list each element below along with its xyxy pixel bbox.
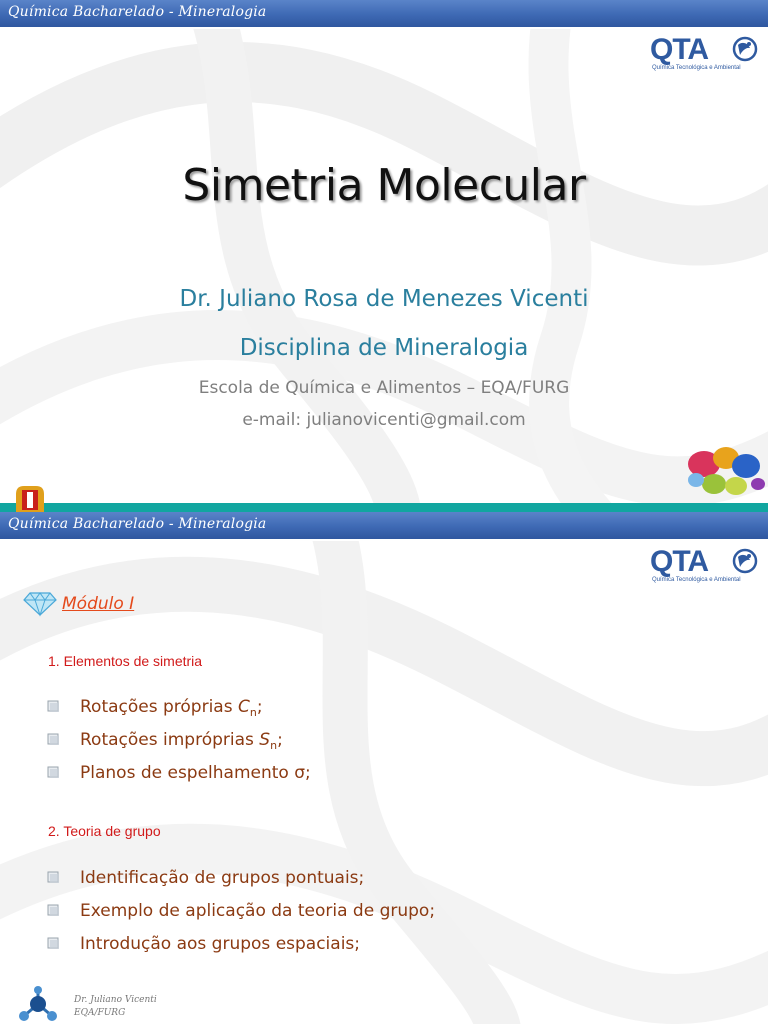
checkbox-bullet-icon (47, 871, 60, 884)
checkbox-bullet-icon (47, 766, 60, 779)
list-item: Planos de espelhamento σ; (44, 760, 311, 793)
header-title: Química Bacharelado - Mineralogia (8, 4, 267, 20)
globe-icon (732, 35, 758, 63)
school-name: Escola de Química e Alimentos – EQA/FURG (198, 378, 570, 398)
qta-logo (650, 33, 758, 77)
group-theory-list (44, 865, 435, 964)
qta-logo-text: QTA (650, 33, 709, 66)
checkbox-bullet-icon (47, 733, 60, 746)
checkbox-bullet-icon (47, 700, 60, 713)
header-bar (0, 512, 768, 541)
molecule-icon (14, 986, 62, 1024)
checkbox-bullet-icon (47, 904, 60, 917)
email-address: e-mail: julianovicenti@gmail.com (242, 410, 526, 430)
header-bar (0, 0, 768, 29)
symmetry-elements-list (44, 694, 311, 793)
footer-institution: EQA/FURG (74, 1008, 126, 1018)
module-title: Módulo I (62, 594, 135, 614)
footer-author: Dr. Juliano Vicenti (74, 995, 157, 1005)
qta-logo-subtitle: Química Tecnológica e Ambiental (652, 65, 741, 71)
qta-logo-text: QTA (650, 545, 709, 578)
furg-logo (12, 482, 48, 512)
course-name: Disciplina de Mineralogia (239, 335, 529, 361)
list-item: Exemplo de aplicação da teoria de grupo; (44, 898, 435, 931)
furg-emblem-icon (12, 482, 48, 512)
diamond-icon (22, 591, 58, 617)
list-item: Rotações impróprias $S_n$; (44, 727, 311, 760)
qta-logo (650, 545, 758, 589)
globe-icon (732, 547, 758, 575)
qta-logo-subtitle: Química Tecnológica e Ambiental (652, 577, 741, 583)
gems-image (684, 440, 768, 502)
footer-band (0, 503, 768, 512)
list-item: Rotações próprias $C_n$; (44, 694, 311, 727)
author-name: Dr. Juliano Rosa de Menezes Vicenti (179, 286, 589, 312)
slide-title-text: Simetria Molecular (182, 160, 586, 211)
list-item: Identificação de grupos pontuais; (44, 865, 435, 898)
checkbox-bullet-icon (47, 937, 60, 950)
list-item: Introdução aos grupos espaciais; (44, 931, 435, 964)
header-title: Química Bacharelado - Mineralogia (8, 516, 267, 532)
section-heading-symmetry-elements: 1. Elementos de simetria (48, 653, 203, 669)
section-heading-group-theory: 2. Teoria de grupo (48, 823, 161, 839)
footer-signature (74, 994, 157, 1020)
